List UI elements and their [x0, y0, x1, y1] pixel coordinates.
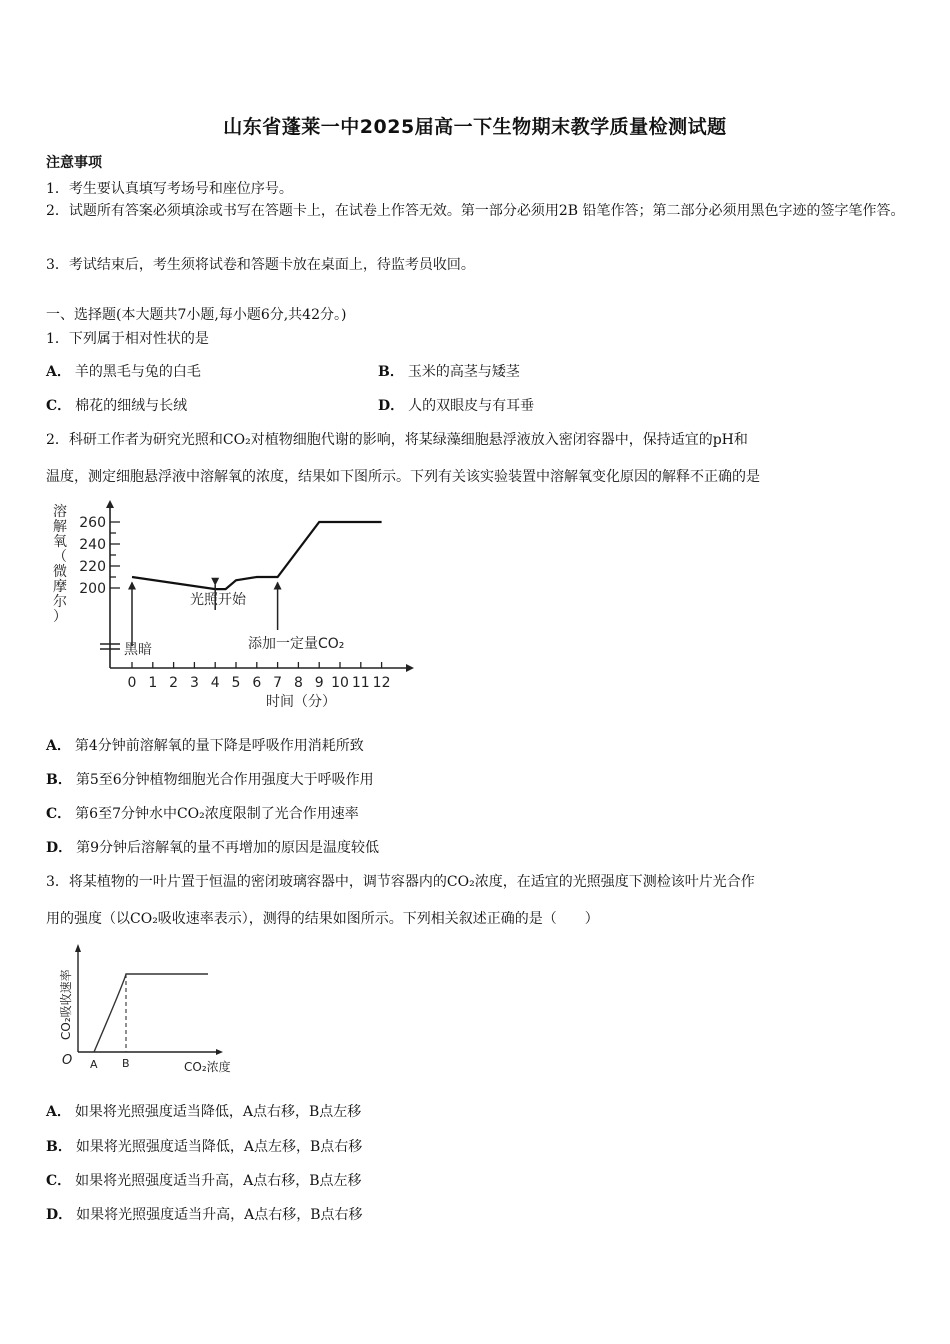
annotation-light-start: 光照开始 [190, 592, 246, 608]
option-text: 第5至6分钟植物细胞光合作用强度大于呼吸作用 [75, 772, 374, 788]
option-label: D． [46, 840, 73, 856]
option-label: A． [46, 738, 71, 754]
q2-option-c [46, 803, 359, 823]
x-tick-label: 5 [231, 675, 241, 691]
option-text: 如果将光照强度适当降低，A点左移，B点右移 [75, 1139, 363, 1155]
q2-stem-line1: 2．科研工作者为研究光照和CO₂对植物细胞代谢的影响，将某绿藻细胞悬浮液放入密闭容器中，保持适宜的pH和 [46, 432, 748, 448]
q2-option-d [46, 837, 379, 857]
notice-item-3: 3．考试结束后，考生须将试卷和答题卡放在桌面上，待监考员收回。 [46, 257, 475, 273]
q1-stem: 1．下列属于相对性状的是 [46, 331, 209, 347]
option-text: 第6至7分钟水中CO₂浓度限制了光合作用速率 [75, 806, 359, 822]
y-tick-label: 240 [79, 537, 106, 553]
q3-option-d [46, 1204, 363, 1224]
notice-item-1: 1．考生要认真填写考场号和座位序号。 [46, 181, 293, 197]
option-label: C． [46, 1173, 72, 1189]
y-axis-title: 溶解氧（微摩尔） [53, 504, 67, 625]
q2-option-b [46, 769, 374, 789]
option-text: 羊的黑毛与兔的白毛 [74, 364, 201, 380]
x-tick-label: 6 [252, 675, 262, 691]
option-label: C． [46, 806, 72, 822]
annotation-dark: 黑暗 [124, 642, 152, 658]
q3-option-c [46, 1170, 362, 1190]
page-title: 山东省蓬莱一中2025届高一下生物期末教学质量检测试题 [223, 116, 727, 138]
q3-stem-line2: 用的强度（以CO₂吸收速率表示），测得的结果如图所示。下列相关叙述正确的是（ ） [46, 911, 599, 927]
option-label: A． [46, 1104, 71, 1120]
origin-label: O [62, 1053, 73, 1068]
y-tick-label: 260 [79, 515, 106, 531]
x-tick-label: 0 [127, 675, 137, 691]
co2-absorption-chart [44, 940, 244, 1080]
option-label: B． [46, 772, 72, 788]
y-axis-arrow [106, 500, 114, 508]
x-tick-label: 9 [314, 675, 324, 691]
q2-option-a [46, 735, 364, 755]
series-line-co2-absorption [94, 974, 208, 1052]
annotation-arrowhead-add-co2 [274, 582, 282, 590]
point-a-label: A [90, 1058, 98, 1071]
x-tick-label: 8 [293, 675, 303, 691]
x-tick-label: 3 [189, 675, 199, 691]
y-axis-title: CO₂吸收速率 [59, 969, 73, 1040]
q3-option-a [46, 1101, 361, 1121]
option-text: 第4分钟前溶解氧的量下降是呼吸作用消耗所致 [74, 738, 364, 754]
x-tick-label: 10 [331, 675, 349, 691]
section-heading: 一、选择题(本大题共7小题,每小题6分,共42分。) [46, 307, 347, 323]
point-b-label: B [122, 1057, 130, 1070]
option-label: B． [46, 1139, 72, 1155]
x-tick-label: 12 [372, 675, 391, 691]
option-text: 如果将光照强度适当升高，A点右移，B点左移 [75, 1173, 362, 1189]
x-tick-label: 11 [351, 675, 370, 691]
q3-option-b [46, 1136, 362, 1156]
q1-option-d [378, 395, 534, 415]
y-tick-label: 220 [79, 559, 106, 575]
q1-option-a [46, 361, 201, 381]
dissolved-oxygen-chart [44, 496, 424, 718]
y-tick-label: 200 [79, 581, 106, 597]
annotation-arrowhead-light-start [211, 578, 219, 586]
annotation-add-co2: 添加一定量CO₂ [248, 636, 345, 652]
x-tick-label: 4 [210, 675, 220, 691]
option-text: 玉米的高茎与矮茎 [407, 364, 520, 380]
option-label: D． [46, 1207, 73, 1223]
notice-item-2: 2．试题所有答案必须填涂或书写在答题卡上，在试卷上作答无效。第一部分必须用2B 铅笔作答；第二部分必须用黑色字迹的签字笔作答。 [46, 203, 905, 219]
option-text: 第9分钟后溶解氧的量不再增加的原因是温度较低 [76, 840, 380, 856]
y-axis-arrow [75, 944, 81, 952]
x-axis-title: 时间（分） [266, 694, 336, 710]
x-tick-label: 7 [273, 675, 283, 691]
option-text: 如果将光照强度适当降低，A点右移，B点左移 [74, 1104, 362, 1120]
x-axis-arrow [216, 1049, 223, 1055]
option-label: C． [46, 398, 72, 414]
x-axis-title: CO₂浓度 [184, 1060, 231, 1074]
annotation-arrowhead-dark [128, 582, 136, 590]
option-label: B． [378, 364, 404, 380]
q1-option-c [46, 395, 187, 415]
q3-stem-line1: 3．将某植物的一叶片置于恒温的密闭玻璃容器中，调节容器内的CO₂浓度，在适宜的光照强度下测检该叶片光合作 [46, 874, 755, 890]
q1-option-b [378, 361, 520, 381]
option-text: 如果将光照强度适当升高，A点右移，B点右移 [76, 1207, 363, 1223]
option-label: A． [46, 364, 71, 380]
option-label: D． [378, 398, 405, 414]
series-line-dissolved-oxygen [132, 522, 382, 589]
q2-stem-line2: 温度，测定细胞悬浮液中溶解氧的浓度，结果如下图所示。下列有关该实验装置中溶解氧变化原因的解释不正确的是 [46, 469, 760, 485]
notice-heading: 注意事项 [46, 155, 102, 171]
option-text: 人的双眼皮与有耳垂 [408, 398, 535, 414]
option-text: 棉花的细绒与长绒 [75, 398, 188, 414]
x-tick-label: 1 [148, 675, 158, 691]
x-tick-label: 2 [169, 675, 179, 691]
x-axis-arrow [406, 664, 414, 672]
